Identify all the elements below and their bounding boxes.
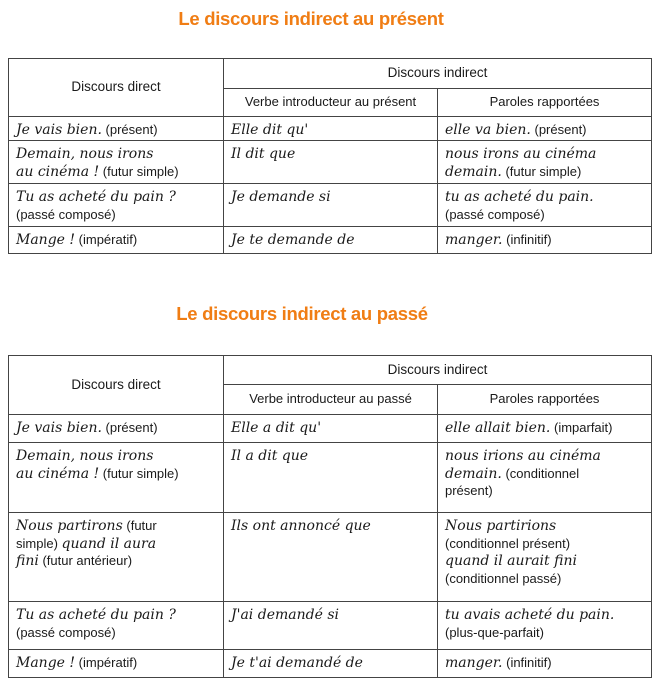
example-text: au cinéma ! xyxy=(16,163,100,180)
example-text: nous irions au cinéma xyxy=(445,448,601,464)
table-cell xyxy=(9,184,224,227)
example-text: Elle dit qu' xyxy=(231,122,309,138)
header-indirect: Discours indirect xyxy=(224,356,652,385)
table-cell xyxy=(224,184,438,227)
example-text: Demain, nous irons xyxy=(16,448,154,464)
example-text: tu avais acheté du pain. xyxy=(445,607,615,623)
example-text: Je demande si xyxy=(231,189,331,205)
past-table xyxy=(8,355,652,678)
section2-title: Le discours indirect au passé xyxy=(176,303,428,324)
header-verbe: Verbe introducteur au passé xyxy=(224,385,438,415)
example-text: Je te demande de xyxy=(231,232,355,248)
table-cell xyxy=(224,650,438,678)
table-cell xyxy=(224,141,438,184)
header-paroles: Paroles rapportées xyxy=(438,89,652,117)
table-cell xyxy=(438,227,652,254)
example-text: Nous partirons xyxy=(16,518,123,534)
tense-label: (présent) xyxy=(101,122,158,137)
tense-label: (infinitif) xyxy=(502,655,552,670)
example-text: Mange ! xyxy=(16,232,76,248)
tense-label: (conditionnel présent) xyxy=(445,535,571,551)
section1-title: Le discours indirect au présent xyxy=(178,8,444,29)
tense-label: (futur simple) xyxy=(501,163,582,179)
table-cell xyxy=(9,227,224,254)
example-text: Je vais bien. xyxy=(16,420,102,436)
example-text: nous irons au cinéma xyxy=(445,146,597,162)
tense-label: (passé composé) xyxy=(16,624,116,640)
header-direct: Discours direct xyxy=(9,59,224,117)
table-cell xyxy=(438,513,652,602)
tense-label: (présent) xyxy=(530,122,587,137)
tense-label: (futur xyxy=(122,518,157,533)
tense-label: (présent) xyxy=(101,420,158,435)
tense-label: (impératif) xyxy=(75,655,138,670)
example-text: Tu as acheté du pain ? xyxy=(16,607,176,623)
present-table xyxy=(8,58,652,254)
table-cell xyxy=(9,415,224,443)
tense-label: (conditionnel passé) xyxy=(445,570,562,586)
table-cell xyxy=(438,415,652,443)
example-text: fini xyxy=(16,553,39,569)
header-verbe: Verbe introducteur au présent xyxy=(224,89,438,117)
table-cell xyxy=(9,141,224,184)
example-text: Ils ont annoncé que xyxy=(231,518,371,534)
tense-label: (imparfait) xyxy=(550,420,613,435)
table-cell xyxy=(9,650,224,678)
table-cell xyxy=(224,602,438,650)
header-direct: Discours direct xyxy=(9,356,224,415)
tense-label: (impératif) xyxy=(75,232,138,247)
example-text: elle va bien. xyxy=(445,122,531,138)
table-cell xyxy=(438,184,652,227)
tense-label: (futur antérieur) xyxy=(38,553,133,568)
header-indirect: Discours indirect xyxy=(224,59,652,89)
example-text: manger. xyxy=(445,232,503,248)
example-text: demain. xyxy=(445,163,502,180)
tense-label: présent) xyxy=(445,483,493,498)
example-text: Il a dit que xyxy=(231,448,309,464)
example-text: elle allait bien. xyxy=(445,420,551,436)
tense-label: (plus-que-parfait) xyxy=(445,624,544,640)
table-cell xyxy=(9,513,224,602)
example-text: quand il aura xyxy=(61,535,157,552)
example-text: Elle a dit qu' xyxy=(231,420,322,436)
table-cell xyxy=(9,602,224,650)
tense-label: (futur simple) xyxy=(99,465,179,481)
example-text: Je t'ai demandé de xyxy=(231,655,363,671)
example-text: manger. xyxy=(445,655,503,671)
tense-label: (infinitif) xyxy=(502,232,552,247)
table-cell xyxy=(224,227,438,254)
example-text: Tu as acheté du pain ? xyxy=(16,189,176,205)
tense-label: (futur simple) xyxy=(99,163,179,179)
table-cell xyxy=(438,117,652,141)
header-paroles: Paroles rapportées xyxy=(438,385,652,415)
table-cell xyxy=(438,443,652,513)
example-text: Demain, nous irons xyxy=(16,146,154,162)
example-text: Il dit que xyxy=(231,146,296,162)
table-cell xyxy=(224,443,438,513)
example-text: J'ai demandé si xyxy=(231,607,339,623)
table-cell xyxy=(438,141,652,184)
table-cell xyxy=(224,513,438,602)
example-text: Mange ! xyxy=(16,655,76,671)
tense-label: (passé composé) xyxy=(445,206,545,222)
tense-label: (conditionnel xyxy=(501,465,580,481)
example-text: Je vais bien. xyxy=(16,122,102,138)
table-cell xyxy=(224,117,438,141)
example-text: quand il aurait fini xyxy=(445,553,577,569)
table-cell xyxy=(9,443,224,513)
table-cell xyxy=(438,602,652,650)
example-text: tu as acheté du pain. xyxy=(445,189,594,205)
table-cell xyxy=(9,117,224,141)
table-cell xyxy=(438,650,652,678)
example-text: au cinéma ! xyxy=(16,465,100,482)
tense-label: (passé composé) xyxy=(16,206,116,222)
table-cell xyxy=(224,415,438,443)
tense-label: simple) xyxy=(16,535,62,551)
example-text: demain. xyxy=(445,465,502,482)
example-text: Nous partirions xyxy=(445,518,557,534)
